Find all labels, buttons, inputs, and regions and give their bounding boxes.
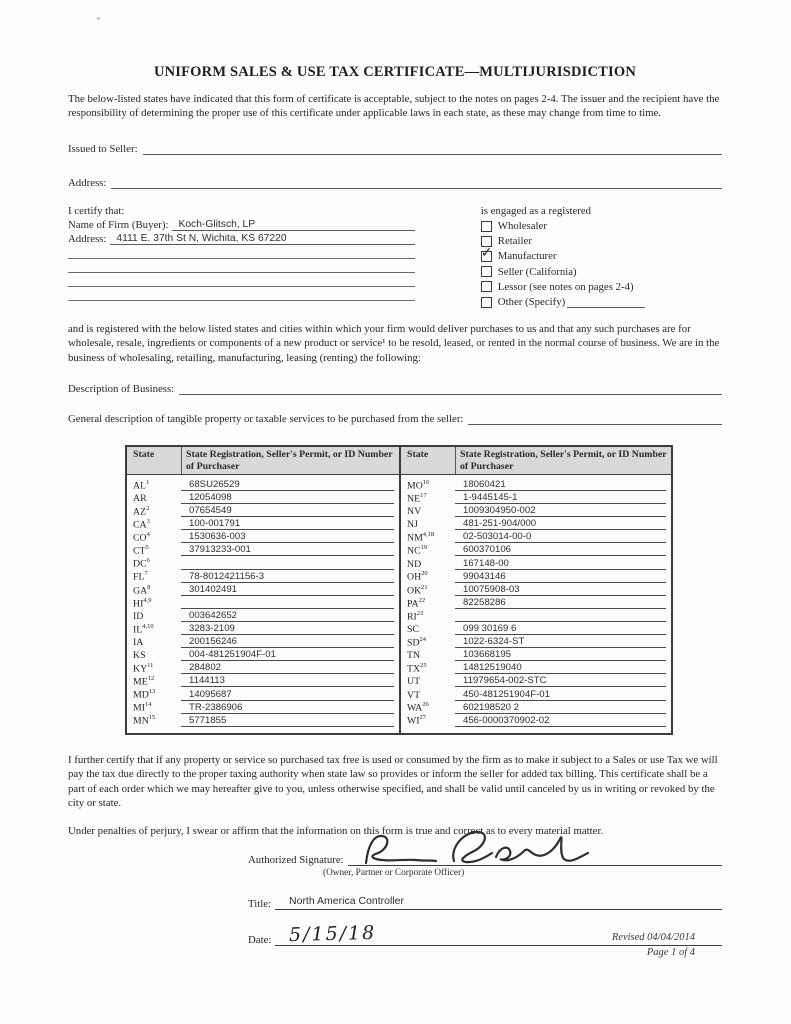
checkbox-label: Wholesaler — [497, 220, 547, 233]
registration-value: 200156246 — [181, 636, 394, 648]
table-row — [401, 622, 671, 635]
address-blank-line[interactable] — [68, 287, 415, 301]
registration-value: 37913233-001 — [181, 544, 394, 556]
registration-value: 18060421 — [455, 479, 666, 491]
table-row — [401, 714, 671, 727]
registration-value: 1-9445145-1 — [455, 492, 666, 504]
intro-paragraph: The below-listed states have indicated that this form of certificate is acceptable, subject to the notes on pages 2-4. The issuer and the recipient have the responsibility of determining the proper use of this certificate under applicable laws in each state, as these may change from time to time. — [68, 93, 720, 120]
registration-value: 481-251-904/000 — [455, 518, 666, 530]
checkbox-wholesaler[interactable] — [481, 220, 722, 232]
table-row — [401, 478, 671, 491]
table-left-header — [127, 447, 399, 475]
registration-column-header: State Registration, Seller's Permit, or ID Number of Purchaser — [455, 447, 671, 474]
general-description-field — [68, 412, 722, 425]
address-blank-line[interactable] — [68, 259, 415, 273]
state-label: ME$^{12}$ — [133, 675, 155, 688]
registration-value: 100-001791 — [181, 518, 394, 530]
checkbox-label: Other (Specify) — [497, 296, 566, 309]
checked-checkbox-icon[interactable] — [480, 244, 493, 262]
certify-right-column — [441, 205, 722, 308]
table-row — [401, 556, 671, 569]
registration-value: TR-2386906 — [181, 702, 394, 714]
unchecked-checkbox-icon[interactable] — [481, 281, 492, 292]
table-row — [401, 609, 671, 622]
title-input[interactable] — [275, 896, 722, 910]
state-label: TX$^{25}$ — [407, 662, 427, 675]
certify-section — [68, 205, 722, 308]
table-row — [401, 701, 671, 714]
registration-value: 82258286 — [455, 597, 666, 609]
table-row — [401, 674, 671, 687]
table-right-header — [401, 447, 671, 475]
registration-value: 1009304950-002 — [455, 505, 666, 517]
state-label: MD$^{13}$ — [133, 688, 156, 701]
state-label: ND — [407, 558, 422, 570]
checkmark-icon: ✓ — [480, 244, 493, 261]
registration-value: 004-481251904F-01 — [181, 649, 394, 661]
table-row — [127, 543, 399, 556]
registration-value — [455, 610, 666, 622]
state-label: TN — [407, 650, 421, 662]
table-row — [127, 674, 399, 687]
registration-value: 1144113 — [181, 675, 394, 687]
table-row — [127, 556, 399, 569]
registration-value — [181, 558, 394, 570]
registration-value: 14812519040 — [455, 662, 666, 674]
engaged-label: is engaged as a registered — [480, 204, 592, 217]
registration-value: 78-8012421156-3 — [181, 571, 394, 583]
authorized-signature-label: Authorized Signature: — [248, 853, 344, 866]
checkbox-retailer[interactable] — [481, 235, 722, 247]
table-row — [127, 596, 399, 609]
checkbox-label: Seller (California) — [497, 265, 577, 278]
firm-name-value: Koch-Glitsch, LP — [178, 218, 256, 230]
registration-value: 600370106 — [455, 544, 666, 556]
date-label: Date: — [248, 933, 272, 946]
state-label: VT — [407, 689, 421, 701]
state-label: KY$^{11}$ — [133, 662, 154, 675]
table-row — [127, 478, 399, 491]
state-label: OH$^{20}$ — [407, 570, 428, 583]
table-row — [401, 635, 671, 648]
state-label: WI$^{27}$ — [407, 714, 427, 727]
unchecked-checkbox-icon[interactable] — [481, 266, 492, 277]
table-right-half — [399, 447, 671, 732]
state-label: MO$^{16}$ — [407, 478, 430, 492]
state-label: NJ — [407, 519, 418, 531]
page-number: Page 1 of 4 — [646, 947, 695, 959]
state-label: IL$^{4,10}$ — [133, 622, 154, 636]
state-label: $AZ^2$ — [133, 504, 150, 518]
seller-address-label: Address: — [68, 176, 107, 189]
general-description-input[interactable] — [468, 412, 722, 425]
registration-value: 450-481251904F-01 — [455, 689, 666, 701]
table-row — [401, 517, 671, 530]
further-certify-paragraph: I further certify that if any property or service so purchased tax free is used or consumed by the firm as to make it subject to a Sales or use Tax we will pay the tax due directly to the proper taxing authority when state law so provides or inform the seller for added tax billing. This certificate shall be a part of each order which we may hereafter give to you, unless otherwise specified, and shall be valid until canceled by us in writing or revoked by the city or state. — [68, 753, 718, 810]
checkbox-label: Retailer — [497, 235, 532, 248]
registration-paragraph: and is registered with the below listed states and cities within which your firm would deliver purchases to us and that any such purchases are for wholesale, resale, ingredients or components of a new product or service¹ to be resold, leased, or rented in the normal course of business. We are in the business of wholesaling, retailing, manufacturing, leasing (renting) the following: — [68, 323, 720, 364]
seller-address-field — [68, 176, 722, 189]
table-row — [127, 504, 399, 517]
registration-value: 68SU26529 — [181, 479, 394, 491]
table-row — [401, 504, 671, 517]
state-label: OK$^{21}$ — [407, 583, 428, 596]
authorized-signature-input[interactable] — [348, 852, 722, 866]
checkbox-label: Lessor (see notes on pages 2-4) — [497, 280, 634, 293]
address-blank-line[interactable] — [68, 273, 415, 287]
handwritten-date-value: 5/15/18 — [289, 921, 377, 947]
state-registration-table — [125, 445, 673, 734]
description-of-business-label: Description of Business: — [68, 383, 175, 396]
page-title: UNIFORM SALES & USE TAX CERTIFICATE—MULTIJURISDICTION — [153, 64, 637, 80]
issued-to-seller-field — [68, 142, 722, 155]
registration-value — [181, 597, 394, 609]
registration-value: 602198520 2 — [455, 702, 666, 714]
state-label: $CA^3$ — [133, 518, 150, 531]
state-label: MN$^{15}$ — [133, 714, 156, 727]
state-label: KS — [133, 650, 146, 662]
table-row — [127, 714, 399, 727]
registration-value: 301402491 — [181, 584, 394, 596]
table-left-body — [127, 475, 399, 733]
table-row — [401, 583, 671, 596]
registration-value: 12054098 — [181, 492, 394, 504]
registration-value: 99043146 — [455, 571, 666, 583]
firm-name-input[interactable] — [172, 218, 414, 231]
registration-value: 10075908-03 — [455, 584, 666, 596]
checkbox-lessor-see-notes-on-pages[interactable] — [481, 281, 722, 293]
description-of-business-field — [68, 382, 722, 395]
table-row — [127, 517, 399, 530]
certify-heading: I certify that: — [68, 204, 125, 217]
table-row — [127, 635, 399, 648]
state-column-header: State — [407, 449, 429, 461]
table-row — [127, 583, 399, 596]
state-label: $AL^1$ — [133, 478, 150, 492]
registration-value: 07654549 — [181, 505, 394, 517]
table-row — [127, 491, 399, 504]
handwritten-signature — [358, 827, 608, 871]
buyer-address-label: Address: — [68, 232, 107, 245]
state-label: $CO^4$ — [133, 531, 150, 544]
registration-value: 103668195 — [455, 649, 666, 661]
table-row — [127, 687, 399, 700]
revised-date: Revised 04/04/2014 — [611, 932, 695, 943]
firm-name-field — [68, 218, 415, 231]
unchecked-checkbox-icon[interactable] — [481, 221, 492, 232]
buyer-address-field — [68, 232, 415, 245]
issued-to-seller-label: Issued to Seller: — [68, 142, 138, 155]
authorized-signature-field — [248, 852, 722, 866]
checkbox-other-specify[interactable] — [481, 296, 722, 308]
table-row — [401, 570, 671, 583]
registration-value: 1530636-003 — [181, 531, 394, 543]
page-footer — [612, 930, 695, 960]
certify-left-column — [68, 205, 441, 308]
registration-value: 099 30169 6 — [455, 623, 666, 635]
checkbox-manufacturer[interactable] — [480, 244, 722, 263]
buyer-address-input[interactable] — [110, 232, 414, 245]
state-label: NC$^{19}$ — [407, 544, 428, 557]
specify-blank-line[interactable] — [567, 297, 645, 308]
state-label: SC — [407, 624, 419, 636]
issued-to-seller-input[interactable] — [143, 142, 722, 155]
checkbox-list — [481, 220, 722, 308]
checkbox-label: Manufacturer — [497, 250, 557, 263]
registration-column-header: State Registration, Seller's Permit, or ID Number of Purchaser — [181, 447, 399, 474]
table-row — [401, 543, 671, 556]
firm-name-label: Name of Firm (Buyer): — [68, 218, 169, 231]
state-label: RI$^{23}$ — [407, 609, 424, 622]
title-field — [248, 896, 722, 910]
description-of-business-input[interactable] — [179, 382, 722, 395]
table-right-body — [401, 475, 671, 733]
registration-value: 1022-6324-ST — [455, 636, 666, 648]
unchecked-checkbox-icon[interactable] — [481, 297, 492, 308]
state-label: $FL^7$ — [133, 570, 148, 583]
table-left-half — [127, 447, 399, 732]
address-blank-line[interactable] — [68, 245, 415, 259]
registration-value: 3283-2109 — [181, 623, 394, 635]
seller-address-input[interactable] — [111, 176, 722, 189]
table-row — [127, 570, 399, 583]
table-row — [401, 596, 671, 609]
table-row — [401, 687, 671, 700]
table-row — [401, 491, 671, 504]
table-row — [401, 661, 671, 674]
state-label: IA — [133, 637, 144, 649]
registration-value: 02-503014-00-0 — [455, 531, 666, 543]
table-row — [127, 701, 399, 714]
state-label: HI$^{4,9}$ — [133, 596, 152, 609]
table-row — [127, 661, 399, 674]
state-label: $CT^5$ — [133, 544, 149, 557]
signature-sub-label: (Owner, Partner or Corporate Officer) — [323, 867, 465, 878]
table-row — [127, 530, 399, 543]
state-label: $GA^8$ — [133, 583, 151, 596]
state-label: NE$^{17}$ — [407, 491, 427, 505]
state-label: NV — [407, 506, 422, 518]
state-label: UT — [407, 676, 421, 688]
registration-value: 5771855 — [181, 715, 394, 727]
state-label: $DC^6$ — [133, 557, 150, 570]
table-row — [127, 609, 399, 622]
registration-value: 167148-00 — [455, 558, 666, 570]
table-row — [127, 622, 399, 635]
registration-value: 14095687 — [181, 689, 394, 701]
title-label: Title: — [248, 897, 272, 910]
title-value: North America Controller — [289, 894, 404, 907]
state-label: MI$^{14}$ — [133, 701, 152, 714]
state-label: NM$^{4,18}$ — [407, 531, 435, 544]
table-row — [127, 648, 399, 661]
state-label: SD$^{24}$ — [407, 635, 427, 649]
checkbox-seller-california[interactable] — [481, 266, 722, 278]
general-description-label: General description of tangible property or taxable services to be purchased from the seller: — [68, 413, 464, 426]
table-row — [401, 648, 671, 661]
state-label: PA$^{22}$ — [407, 596, 426, 609]
state-label: WA$^{26}$ — [407, 701, 429, 714]
registration-value: 003642652 — [181, 610, 394, 622]
state-label: ID — [133, 610, 144, 622]
registration-value: 284802 — [181, 662, 394, 674]
state-label: AR — [133, 493, 147, 505]
registration-value: 11979654-002-STC — [455, 675, 666, 687]
table-row — [401, 530, 671, 543]
registration-value: 456-0000370902-02 — [455, 715, 666, 727]
perjury-paragraph: Under penalties of perjury, I swear or affirm that the information on this form is true and correct as to every material matter. — [68, 824, 604, 837]
buyer-address-value: 4111 E. 37th St N, Wichita, KS 67220 — [116, 232, 287, 244]
state-column-header: State — [133, 449, 155, 461]
scan-artifact — [97, 17, 100, 20]
